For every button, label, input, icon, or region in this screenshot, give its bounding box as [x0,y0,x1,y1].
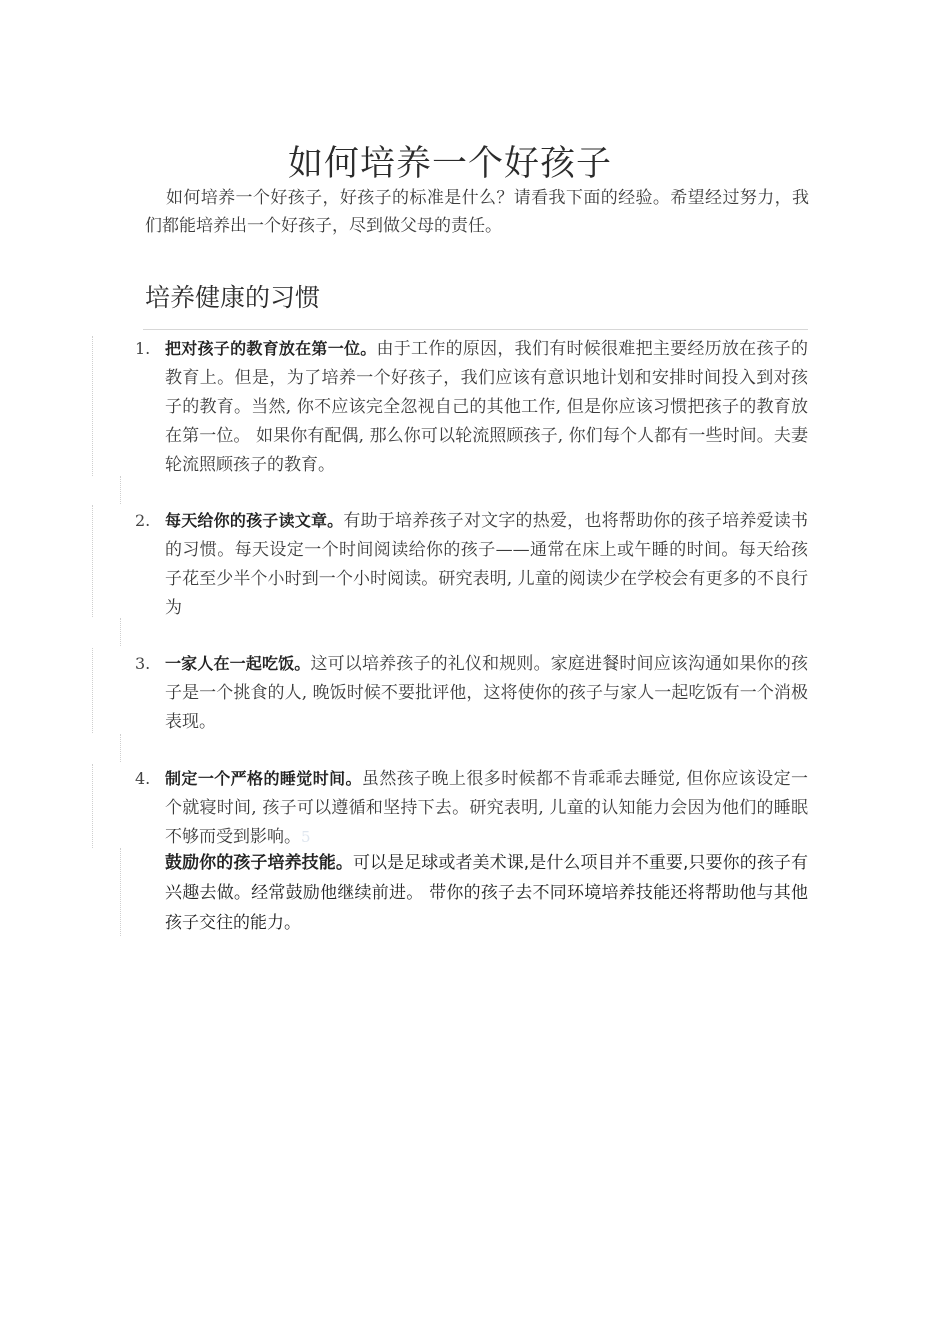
margin-guide [92,505,93,617]
list-item-body [165,649,808,737]
list-item-lead: 一家人在一起吃饭。 [165,654,311,673]
margin-guide [92,648,93,733]
intro-paragraph: 如何培养一个好孩子，好孩子的标准是什么？请看我下面的经验。希望经过努力，我们都能培养出一个好孩子，尽到做父母的责任。 [145,188,809,236]
list-item-lead: 把对孩子的教育放在第一位。 [165,339,377,358]
margin-guide [92,336,93,476]
list-item-number: 2. [135,511,151,530]
list-item-body [165,506,808,623]
list-item-number: 4. [135,769,151,788]
list-item-text: 可以是足球或者美术课,是什么项目并不重要,只要你的孩子有兴趣去做。经常鼓励他继续前进。 带你的孩子去不同环境培养技能还将帮助他与其他孩子交往的能力。 [165,853,809,933]
list-item-lead: 每天给你的孩子读文章。 [165,511,344,530]
margin-guide [92,764,93,848]
list-item-number: 1. [135,339,151,358]
list-item-text: 有助于培养孩子对文字的热爱，也将帮助你的孩子培养爱读书的习惯。每天设定一个时间阅读给你的孩子——通常在床上或午睡的时间。每天给孩子花至少半个小时到一个小时阅读。研究表明, 儿童的阅读少在学校会有更多的不良行为 [165,511,808,618]
margin-guide [120,848,121,936]
heading-divider [143,329,808,330]
list-item [135,649,808,737]
document-title: 如何培养一个好孩子 [287,144,612,184]
list-item-text: 虽然孩子晚上很多时候都不肯乖乖去睡觉, 但你应该设定一个就寝时间, 孩子可以遵循和坚持下去。研究表明, 儿童的认知能力会因为他们的睡眠不够而受到影响。 [165,769,808,847]
list-item-trailing-mark: 5 [301,828,311,846]
list-item-text: 由于工作的原因，我们有时候很难把主要经历放在孩子的教育上。但是，为了培养一个好孩子，我们应该有意识地计划和安排时间投入到对孩子的教育。当然, 你不应该完全忽视自己的其他工作, 但是你应该习惯把孩子的教育放在第一位。 如果你有配偶, 那么你可以轮流照顾孩子, 你们每个人都有一些时间。夫妻轮流照顾孩子的教育。 [165,339,808,475]
list-item [135,764,808,852]
margin-guide [120,476,121,504]
list-item [135,506,808,623]
list-item-lead: 鼓励你的孩子培养技能。 [165,853,353,873]
section-heading: 培养健康的习惯 [145,283,321,312]
margin-guide [120,734,121,762]
list-item [135,334,808,480]
list-item-sans [165,848,808,938]
list-item-number: 3. [135,654,151,673]
list-item-body [165,334,808,480]
list-item-text: 这可以培养孩子的礼仪和规则。家庭进餐时间应该沟通如果你的孩子是一个挑食的人, 晚饭时候不要批评他，这将使你的孩子与家人一起吃饭有一个消极表现。 [165,654,808,732]
list-item-body [165,764,808,852]
list-item-lead: 制定一个严格的睡觉时间。 [165,769,362,788]
margin-guide [120,618,121,646]
